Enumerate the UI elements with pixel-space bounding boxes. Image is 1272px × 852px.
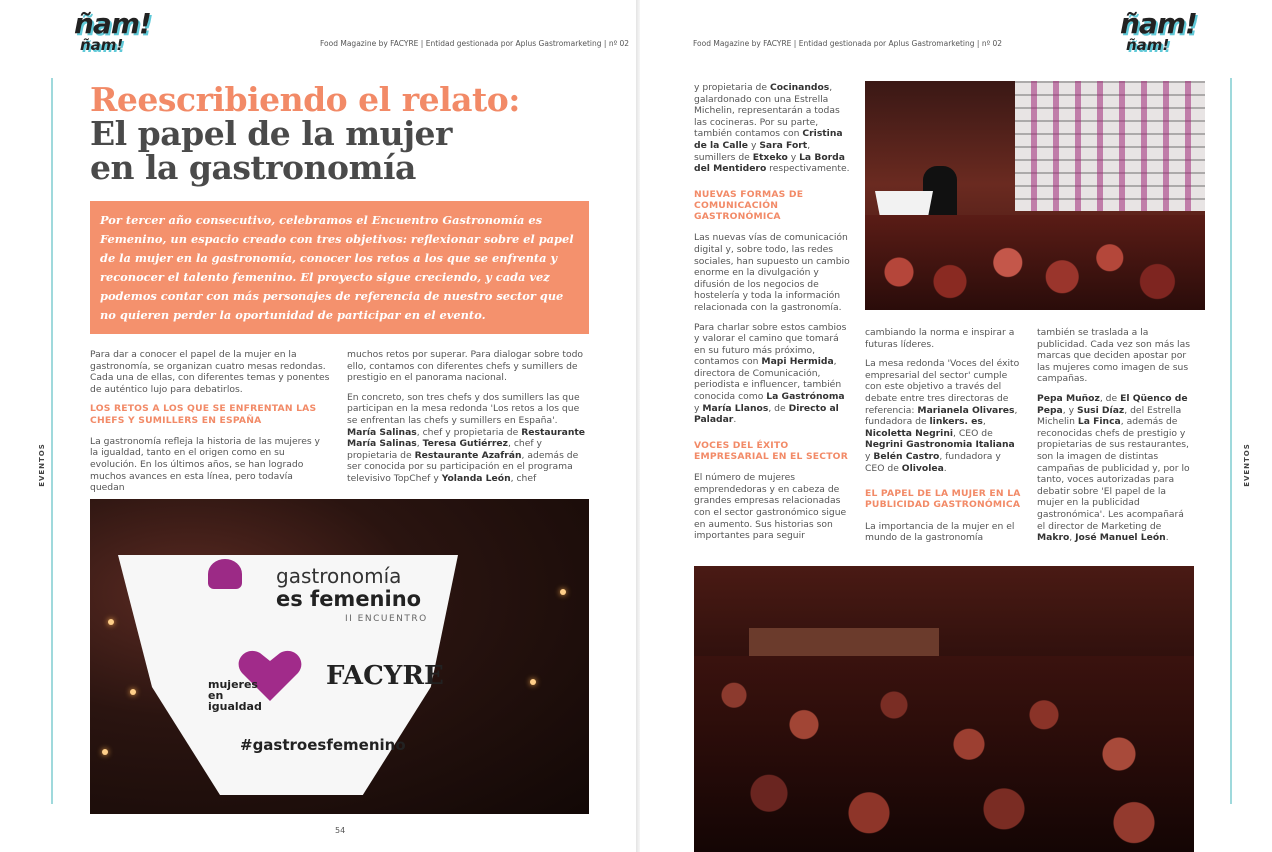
speaker-photo — [865, 81, 1205, 310]
right-page — [640, 0, 1272, 852]
hashtag-text: #gastroesfemenino — [240, 736, 406, 754]
nam-logo: ñam! ñam! — [1120, 7, 1197, 54]
section-heading: EL PAPEL DE LA MUJER EN LA PUBLICIDAD GASTRONÓMICA — [865, 488, 1021, 511]
paragraph: Pepa Muñoz, de El Qüenco de Pepa, y Susi Díaz, del Estrella Michelin La Finca, además de reconocidas chefs de prestigio y propietarias de sus restaurantes, son la imagen de distintas campañas de publicidad y, por lo tanto, voces autorizadas para debatir sobre 'El papel de la mujer en la publicidad gastronómica'. Les acompañará el director de Marketing de Makro, José Manuel León. — [1037, 392, 1190, 544]
audience — [865, 215, 1205, 310]
paragraph: Para dar a conocer el papel de la mujer en la gastronomía, se organizan cuatro mesas redondas. Cada una de ellas, con diferentes temas y ponentes de auténtico lujo para debatirlos. — [90, 349, 330, 395]
section-heading: NUEVAS FORMAS DE COMUNICACIÓN GASTRONÓMICA — [694, 188, 804, 223]
podium-text: es femenino — [276, 587, 422, 611]
title-line-1: Reescribiendo el relato: — [90, 80, 520, 119]
left-column-1 — [90, 349, 330, 502]
facyre-logo-text: FACYRE — [326, 661, 444, 691]
title-line-2: El papel de la mujer — [90, 114, 452, 153]
section-heading: LOS RETOS A LOS QUE SE ENFRENTAN LAS CHEFS Y SUMILLERS EN ESPAÑA — [90, 403, 317, 426]
paragraph: muchos retos por superar. Para dialogar sobre todo ello, contamos con diferentes chefs y sumillers de prestigio en el panorama nacional. — [347, 349, 584, 384]
podium-text: gastronomía — [276, 564, 402, 588]
nam-logo: ñam! ñam! — [74, 7, 151, 54]
paragraph: y propietaria de Cocinandos, galardonado con una Estrella Michelin, representarán a todas las cocineras. Por su parte, también contamos con Cristina de la Calle y Sara Fort, sumillers de Etxeko y La Borda del Mentidero respectivamente. — [694, 82, 850, 175]
side-rule — [1230, 78, 1232, 804]
side-rule — [51, 78, 53, 804]
paragraph: La importancia de la mujer en el mundo de la gastronomía — [865, 520, 1015, 544]
header-line: Food Magazine by FACYRE | Entidad gestionada por Aplus Gastromarketing | nº 02 — [320, 39, 630, 48]
page-number: 54 — [335, 826, 346, 835]
paragraph: cambiando la norma e inspirar a futuras líderes. — [865, 327, 1015, 350]
left-column-2 — [347, 349, 589, 493]
section-label: EVENTOS — [1242, 443, 1251, 487]
podium-photo — [90, 499, 589, 814]
right-column-3 — [1037, 327, 1195, 552]
intro-text: Por tercer año consecutivo, celebramos el Encuentro Gastronomía es Femenino, un espacio creado con tres objetivos: reflexionar sobre el papel de la mujer en la gastronomía, conocer los retos a los que se enfrenta y reconocer el talento femenino. El proyecto sigue creciendo, y cada vez podemos contar con más personajes de referencia de nuestro sector que no quieren perder la oportunidad de participar en el evento. — [100, 213, 574, 322]
paragraph: La mesa redonda 'Voces del éxito empresarial del sector' cumple con este objetivo a través del debate entre tres directoras de referencia: Marianela Olivares, fundadora de linkers. es, Nicoletta Negrini, CEO de Negrini Gastronomia Italiana y Belén Castro, fundadora y CEO de Olivolea. — [865, 358, 1020, 474]
sponsor-backdrop — [1015, 81, 1205, 211]
paragraph: Las nuevas vías de comunicación digital y, sobre todo, las redes sociales, han supuesto un cambio enorme en la divulgación y difusión de los negocios de hostelería y toda la información relacionada con la gastronomía. — [694, 232, 850, 313]
section-heading: VOCES DEL ÉXITO EMPRESARIAL EN EL SECTOR — [694, 439, 848, 463]
mujeres-logo-text: mujeres en igualdad — [208, 678, 262, 713]
paragraph: El número de mujeres emprendedoras y en cabeza de grandes empresas relacionadas con el sector gastronómico sigue en aumento. Sus historias son importantes para seguir — [694, 472, 847, 542]
intro-box — [90, 201, 589, 334]
title-line-3: en la gastronomía — [90, 148, 416, 187]
paragraph: Para charlar sobre estos cambios y valorar el camino que tomará en su futuro más próximo, contamos con Mapi Hermida, directora de Comunicación, periodista e influencer, también conocida como La Gastrónoma y María Llanos, de Directo al Paladar. — [694, 321, 847, 426]
audience — [694, 656, 1194, 852]
paragraph: La gastronomía refleja la historia de las mujeres y la igualdad, tanto en el origen como en su evolución. En los últimos años, se han logrado muchos avances en esta línea, pero todavía quedan — [90, 435, 320, 494]
right-column-2 — [865, 327, 1023, 552]
paragraph: también se traslada a la publicidad. Cada vez son más las marcas que deciden apostar por las mujeres como imagen de sus campañas. — [1037, 327, 1190, 385]
panel-photo — [694, 566, 1194, 852]
chef-hat-icon — [208, 559, 242, 589]
section-label: EVENTOS — [37, 443, 46, 487]
paragraph: En concreto, son tres chefs y dos sumillers las que participan en la mesa redonda 'Los retos a los que se enfrentan las chefs y sumillers en España'. María Salinas, chef y propietaria de Restaurante María Salinas, Teresa Gutiérrez, chef y propietaria de Restaurante Azafrán, además de ser conocida por su participación en el programa televisivo TopChef y Yolanda León, chef — [347, 391, 586, 484]
podium-text: II ENCUENTRO — [345, 614, 428, 624]
right-column-1 — [694, 82, 850, 550]
header-line: Food Magazine by FACYRE | Entidad gestionada por Aplus Gastromarketing | nº 02 — [693, 39, 1003, 48]
